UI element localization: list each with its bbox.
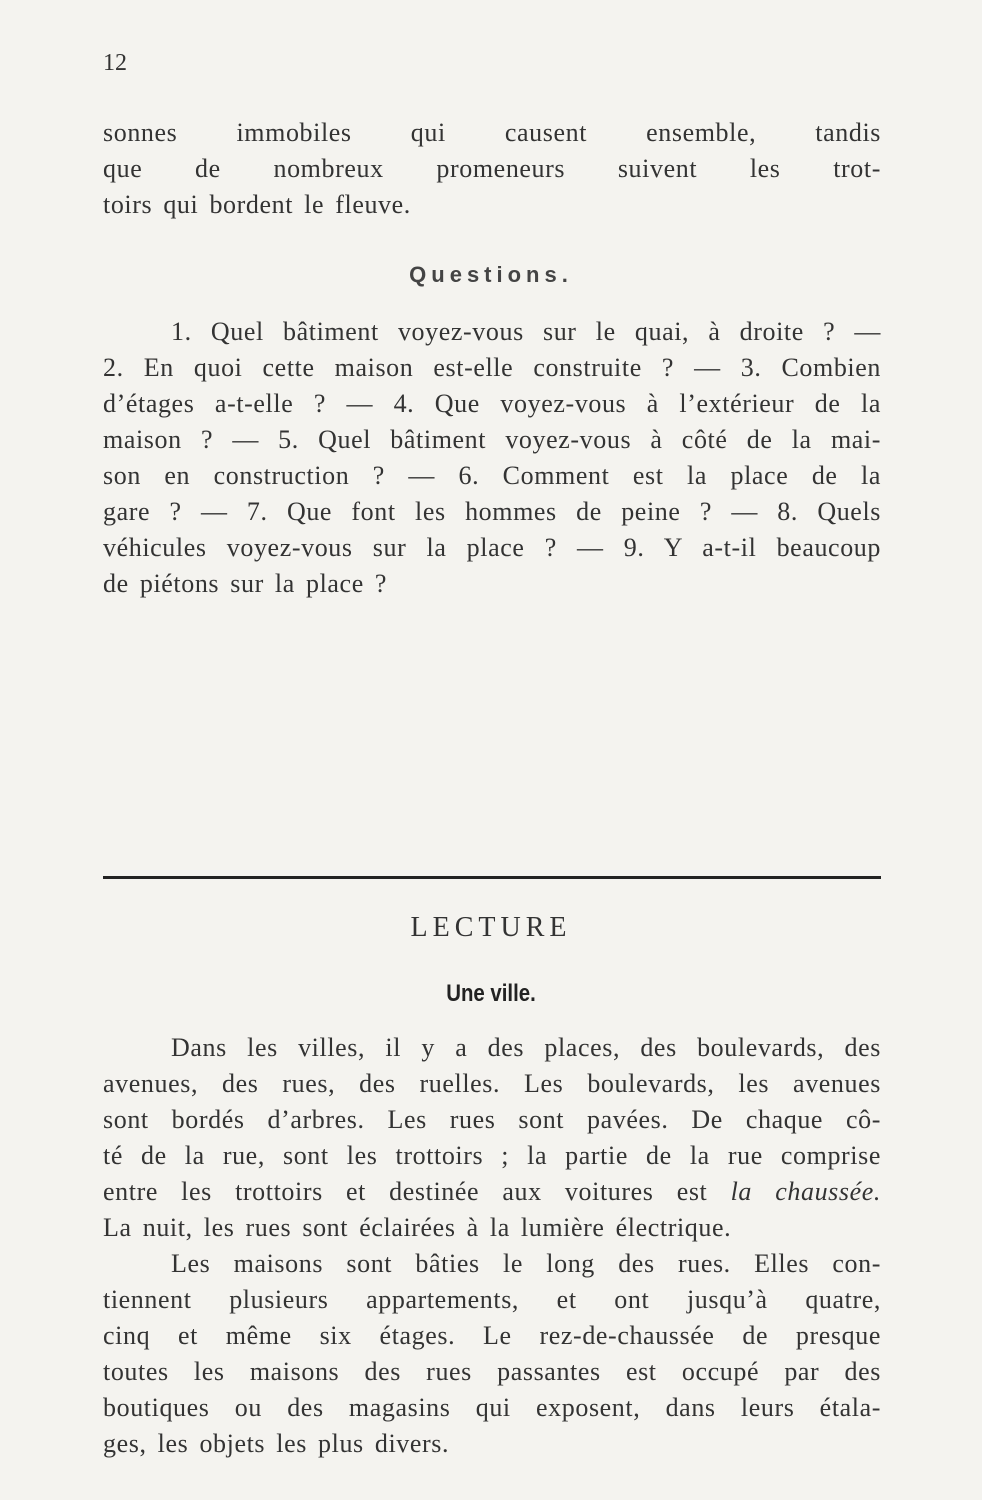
paragraph-line: toutes les maisons des rues passantes est occupé par des bbox=[103, 1357, 881, 1386]
question-line: de piétons sur la place ? bbox=[103, 569, 388, 598]
question-line: maison ? — 5. Quel bâtiment voyez-vous à côté de la mai- bbox=[103, 425, 881, 454]
question-line: 2. En quoi cette maison est-elle construite ? — 3. Combien bbox=[103, 353, 881, 382]
lecture-paragraph-2 bbox=[103, 1246, 881, 1462]
questions-heading: Questions. bbox=[409, 262, 573, 287]
paragraph-line: cinq et même six étages. Le rez-de-chaussée de presque bbox=[103, 1321, 881, 1350]
paragraph-line-text: entre les trottoirs et destinée aux voitures est bbox=[103, 1177, 708, 1206]
paragraph-line: té de la rue, sont les trottoirs ; la partie de la rue comprise bbox=[103, 1141, 881, 1170]
questions-paragraph bbox=[103, 314, 881, 602]
intro-line: que de nombreux promeneurs suivent les trot- bbox=[103, 154, 881, 183]
question-line: gare ? — 7. Que font les hommes de peine ? — 8. Quels bbox=[103, 497, 881, 526]
paragraph-line: tiennent plusieurs appartements, et ont jusqu’à quatre, bbox=[103, 1285, 881, 1314]
question-line: son en construction ? — 6. Comment est la place de la bbox=[103, 461, 881, 490]
intro-line: sonnes immobiles qui causent ensemble, tandis bbox=[103, 118, 881, 147]
paragraph-line: Dans les villes, il y a des places, des boulevards, des bbox=[171, 1033, 881, 1062]
chaussee-term: la chaussée. bbox=[730, 1177, 882, 1206]
lecture-paragraph-1 bbox=[103, 1030, 881, 1246]
lecture-subtitle: Une ville. bbox=[446, 980, 536, 1007]
question-line: d’étages a-t-elle ? — 4. Que voyez-vous à l’extérieur de la bbox=[103, 389, 881, 418]
section-divider bbox=[103, 876, 881, 879]
paragraph-line: boutiques ou des magasins qui exposent, dans leurs étala- bbox=[103, 1393, 881, 1422]
question-line: 1. Quel bâtiment voyez-vous sur le quai, à droite ? — bbox=[171, 317, 881, 346]
intro-paragraph bbox=[103, 115, 881, 223]
paragraph-line bbox=[103, 1174, 881, 1210]
paragraph-line: ges, les objets les plus divers. bbox=[103, 1429, 450, 1458]
paragraph-line: sont bordés d’arbres. Les rues sont pavées. De chaque cô- bbox=[103, 1105, 881, 1134]
paragraph-line: Les maisons sont bâties le long des rues. Elles con- bbox=[171, 1249, 881, 1278]
intro-line: toirs qui bordent le fleuve. bbox=[103, 190, 411, 219]
paragraph-line: La nuit, les rues sont éclairées à la lumière électrique. bbox=[103, 1213, 732, 1242]
paragraph-line: avenues, des rues, des ruelles. Les boulevards, les avenues bbox=[103, 1069, 881, 1098]
question-line: véhicules voyez-vous sur la place ? — 9. Y a-t-il beaucoup bbox=[103, 533, 881, 562]
page-number: 12 bbox=[103, 50, 127, 76]
lecture-heading: LECTURE bbox=[410, 912, 572, 943]
